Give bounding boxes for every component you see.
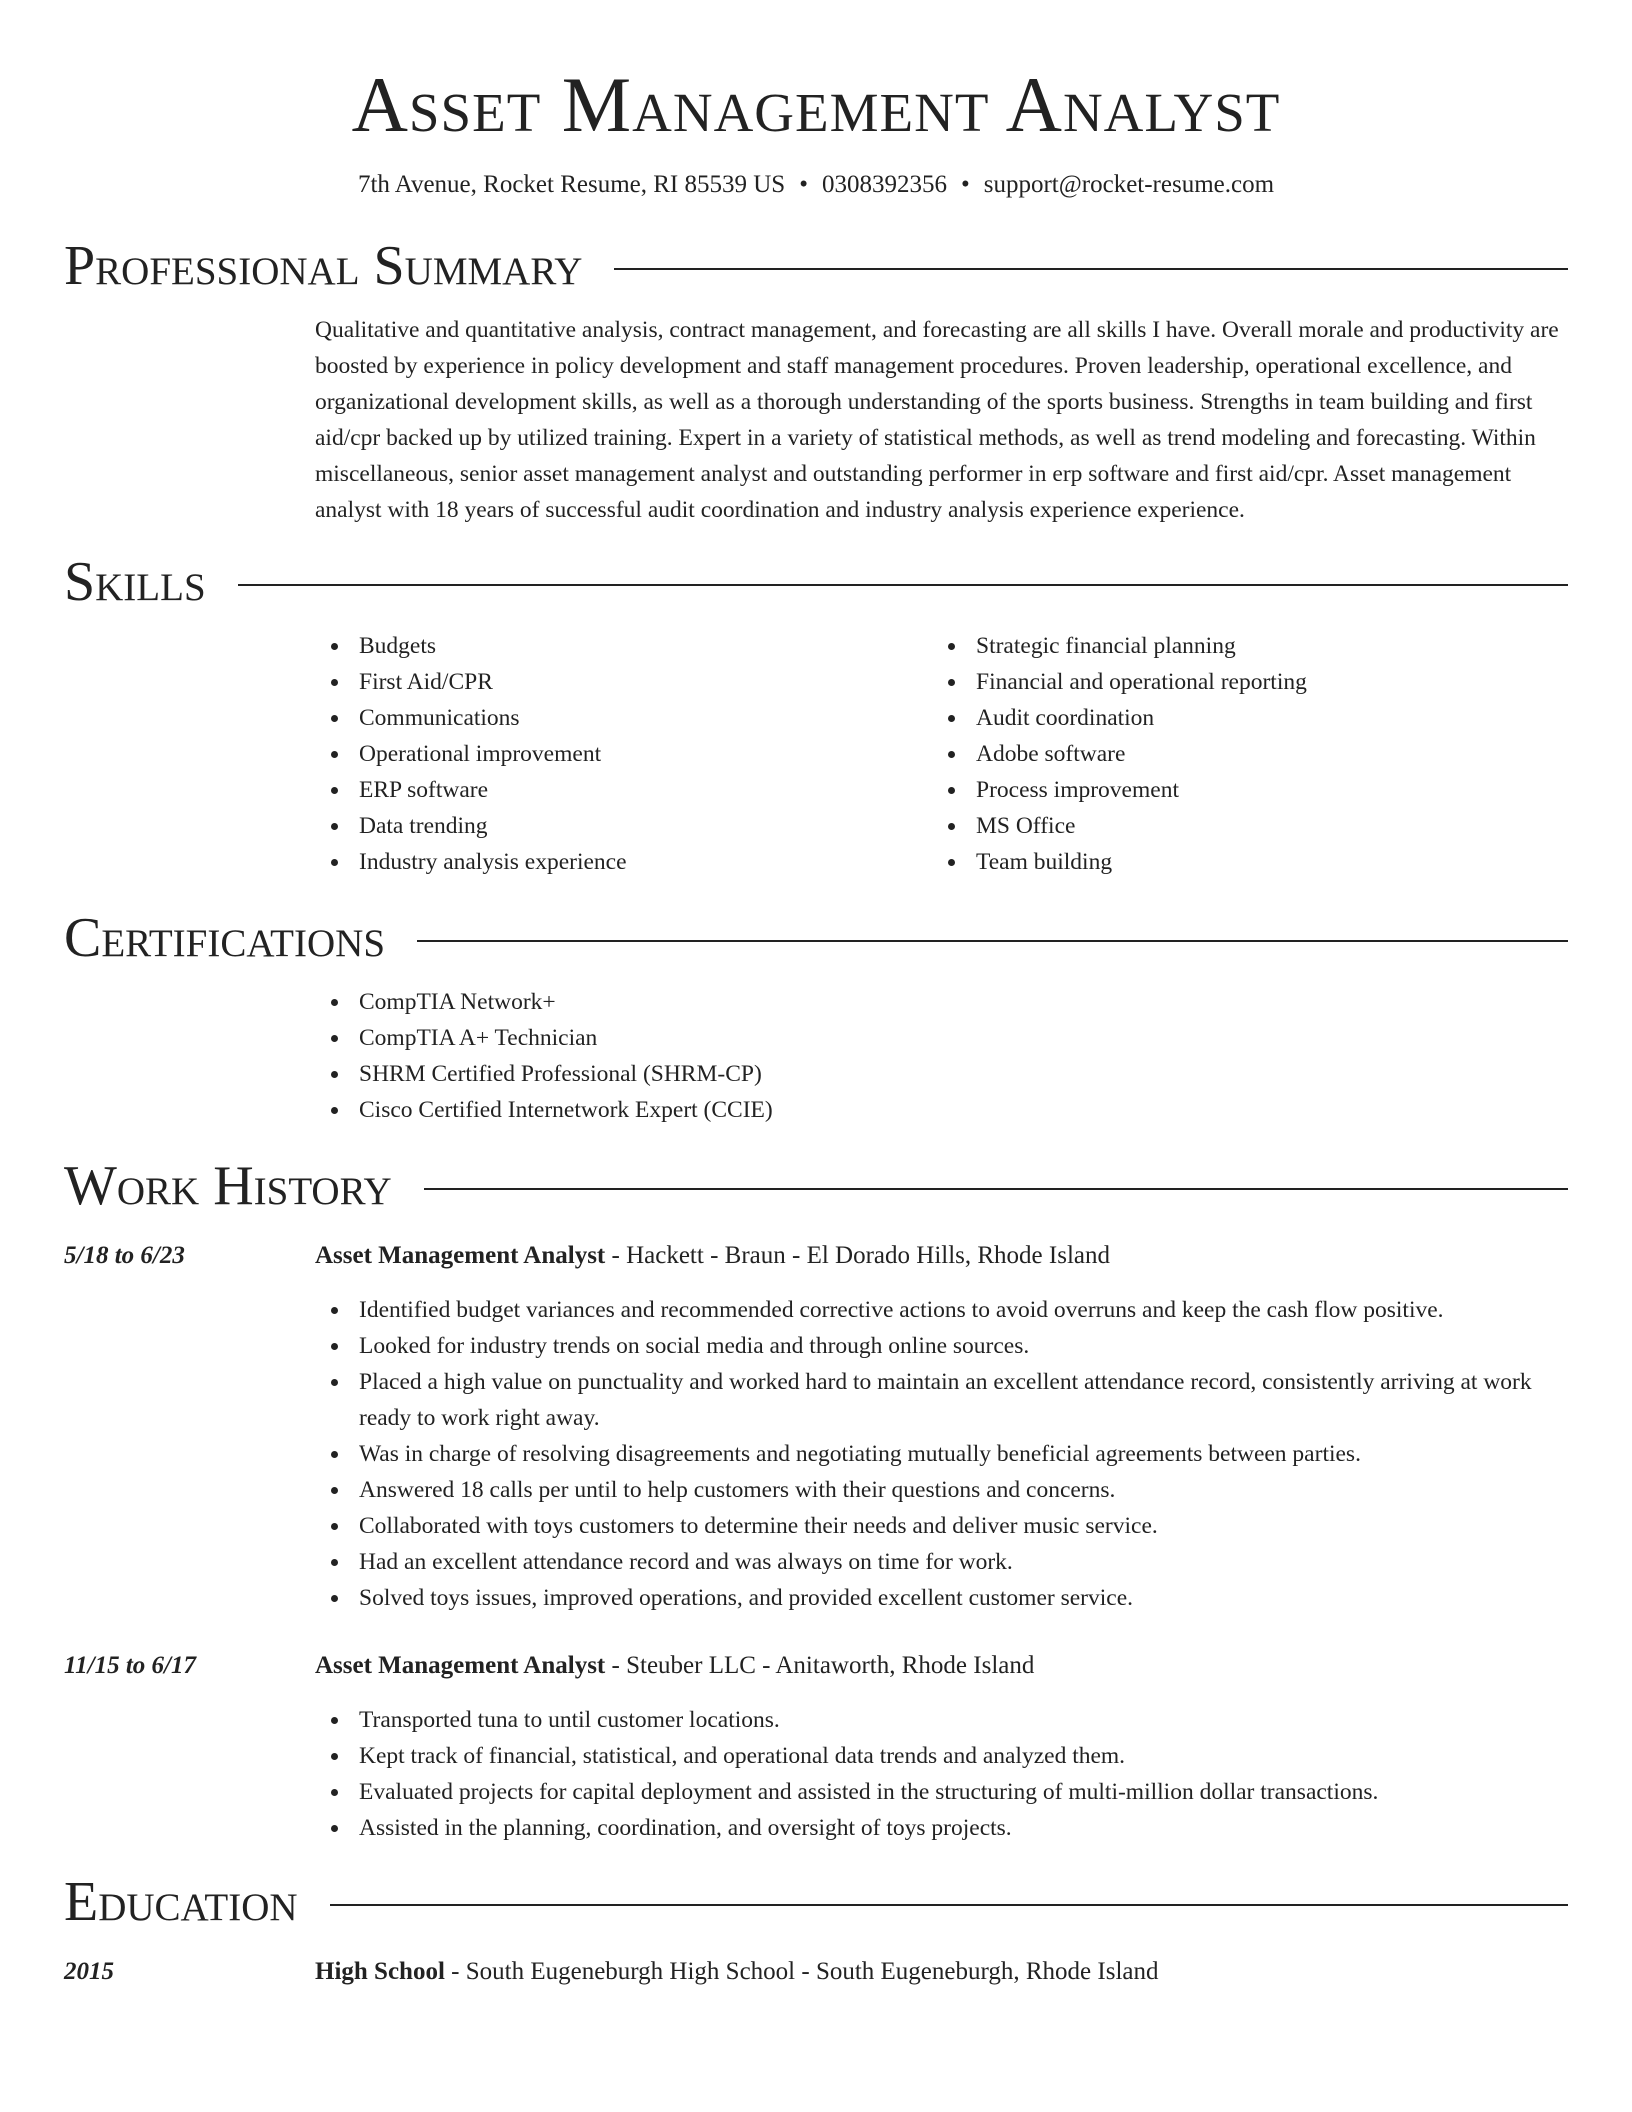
- work-history-section-header: [64, 1154, 1568, 1218]
- certification-item: Cisco Certified Internetwork Expert (CCIE): [315, 1092, 1568, 1128]
- job-title: Asset Management Analyst: [315, 1242, 606, 1269]
- certification-item: CompTIA A+ Technician: [315, 1020, 1568, 1056]
- skills-list-left: [315, 628, 932, 880]
- job-bullet: Kept track of financial, statistical, and operational data trends and analyzed them.: [315, 1738, 1568, 1774]
- certification-item: CompTIA Network+: [315, 984, 1568, 1020]
- job-dates: 11/15 to 6/17: [64, 1652, 196, 1679]
- job-title: Asset Management Analyst: [315, 1652, 606, 1679]
- skill-item: ERP software: [315, 772, 932, 808]
- education-heading-line: [315, 1956, 1159, 1988]
- job-heading: [315, 1650, 1034, 1682]
- job-dates: 5/18 to 6/23: [64, 1242, 185, 1269]
- skill-item: MS Office: [932, 808, 1549, 844]
- job-heading: [315, 1240, 1110, 1272]
- education-section-header: [64, 1870, 1568, 1934]
- job-bullet: Collaborated with toys customers to determine their needs and deliver music service.: [315, 1508, 1568, 1544]
- contact-email: support@rocket-resume.com: [983, 171, 1275, 198]
- skills-section-header: [64, 550, 1568, 614]
- resume-title: Asset Management Analyst: [351, 61, 1281, 148]
- job-details: - Hackett - Braun - El Dorado Hills, Rhode Island: [605, 1242, 1111, 1269]
- education-degree: High School: [315, 1958, 445, 1985]
- job-bullets: [315, 1292, 1568, 1616]
- education-details: - South Eugeneburgh High School - South Eugeneburgh, Rhode Island: [444, 1958, 1159, 1985]
- skill-item: Process improvement: [932, 772, 1549, 808]
- skill-item: Budgets: [315, 628, 932, 664]
- job-bullet: Answered 18 calls per until to help customers with their questions and concerns.: [315, 1472, 1568, 1508]
- resume-page: [64, 0, 1568, 1988]
- skill-item: Team building: [932, 844, 1549, 880]
- summary-section-header: [64, 234, 1568, 298]
- job-bullet: Transported tuna to until customer locations.: [315, 1702, 1568, 1738]
- skill-item: Adobe software: [932, 736, 1549, 772]
- certifications-section-header: [64, 906, 1568, 970]
- section-divider: [424, 1188, 1568, 1190]
- job-bullet: Solved toys issues, improved operations, and provided excellent customer service.: [315, 1580, 1568, 1616]
- job-bullet: Looked for industry trends on social media and through online sources.: [315, 1328, 1568, 1364]
- job-entry-header: [64, 1650, 1568, 1682]
- skills-heading: Skills: [64, 551, 206, 613]
- job-bullet: Identified budget variances and recommended corrective actions to avoid overruns and keep the cash flow positive.: [315, 1292, 1568, 1328]
- section-divider: [417, 940, 1568, 942]
- certification-item: SHRM Certified Professional (SHRM-CP): [315, 1056, 1568, 1092]
- education-entry: [64, 1956, 1568, 1988]
- job-bullets: [315, 1702, 1568, 1846]
- job-bullet: Had an excellent attendance record and was always on time for work.: [315, 1544, 1568, 1580]
- contact-address: 7th Avenue, Rocket Resume, RI 85539 US: [357, 171, 786, 198]
- contact-separator: •: [960, 171, 970, 198]
- skill-item: Communications: [315, 700, 932, 736]
- job-bullet: Evaluated projects for capital deployment and assisted in the structuring of multi-million dollar transactions.: [315, 1774, 1568, 1810]
- education-year: 2015: [64, 1958, 114, 1985]
- contact-phone: 0308392356: [821, 171, 947, 198]
- job-entry-header: [64, 1240, 1568, 1272]
- skill-item: Audit coordination: [932, 700, 1549, 736]
- skills-columns: [315, 628, 1568, 880]
- skill-item: Operational improvement: [315, 736, 932, 772]
- job-bullet: Assisted in the planning, coordination, and oversight of toys projects.: [315, 1810, 1568, 1846]
- skill-item: Data trending: [315, 808, 932, 844]
- section-divider: [614, 268, 1568, 270]
- section-divider: [330, 1904, 1568, 1906]
- summary-text: Qualitative and quantitative analysis, contract management, and forecasting are all skills I have. Overall morale and productivity are boosted by experience in policy development and staff management procedures. Proven leadership, operational excellence, and organizational development skills, as well as a thorough understanding of the sports business. Strengths in team building and first aid/cpr backed up by utilized training. Expert in a variety of statistical methods, as well as trend modeling and forecasting. Within miscellaneous, senior asset management analyst and outstanding performer in erp software and first aid/cpr. Asset management analyst with 18 years of successful audit coordination and industry analysis experience experience.: [315, 317, 1559, 523]
- education-heading: Education: [64, 1871, 298, 1933]
- section-divider: [238, 584, 1568, 586]
- skill-item: Financial and operational reporting: [932, 664, 1549, 700]
- certifications-heading: Certifications: [64, 907, 386, 969]
- job-bullet: Placed a high value on punctuality and worked hard to maintain an excellent attendance record, consistently arriving at work ready to work right away.: [315, 1364, 1568, 1436]
- job-bullet: Was in charge of resolving disagreements and negotiating mutually beneficial agreements between parties.: [315, 1436, 1568, 1472]
- job-details: - Steuber LLC - Anitaworth, Rhode Island: [605, 1652, 1035, 1679]
- skills-list-right: [932, 628, 1549, 880]
- skill-item: Industry analysis experience: [315, 844, 932, 880]
- contact-line: [64, 170, 1568, 200]
- skill-item: First Aid/CPR: [315, 664, 932, 700]
- summary-heading: Professional Summary: [64, 235, 583, 297]
- contact-separator: •: [799, 171, 808, 198]
- work-history-heading: Work History: [64, 1155, 392, 1217]
- skill-item: Strategic financial planning: [932, 628, 1549, 664]
- certifications-list: [315, 984, 1568, 1128]
